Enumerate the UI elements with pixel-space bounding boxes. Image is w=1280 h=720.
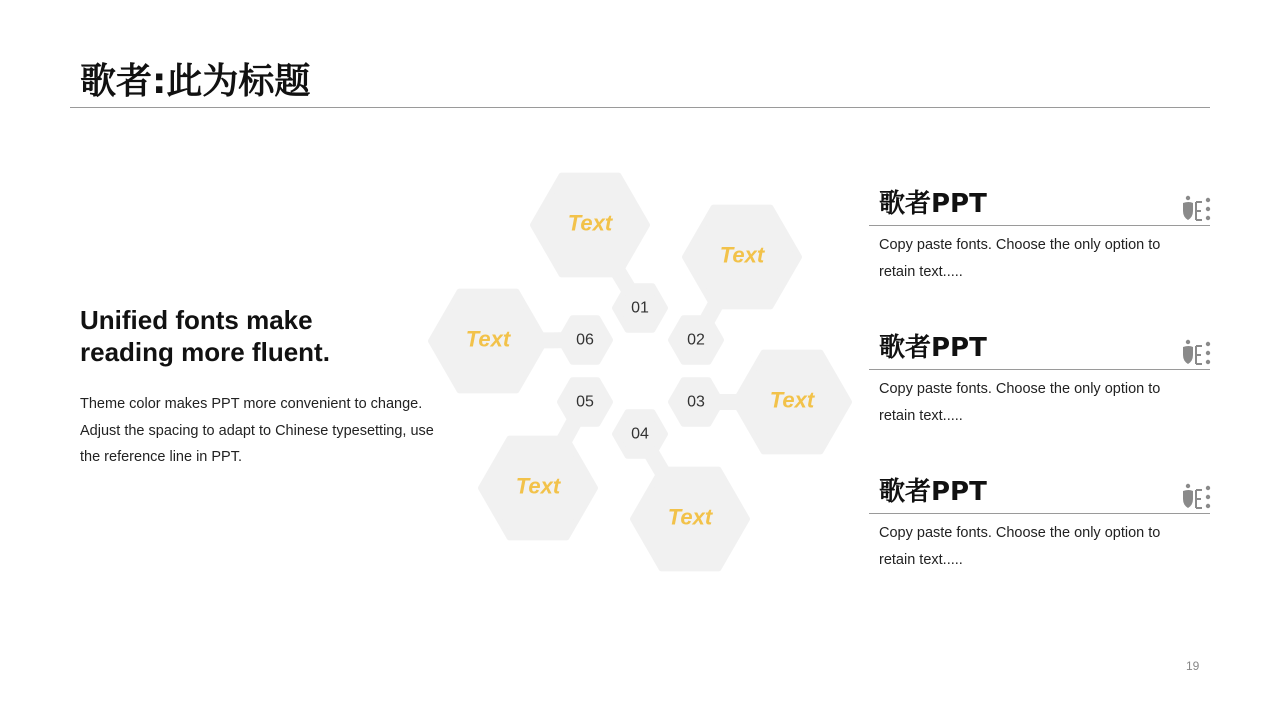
hex-number-06: 06 xyxy=(576,331,594,349)
hex-number-04: 04 xyxy=(631,425,649,443)
hex-shapes xyxy=(431,176,849,569)
card-body: Copy paste fonts. Choose the only option to retain text..... xyxy=(879,237,1161,280)
card-title: 歌者PPT xyxy=(879,189,987,219)
card-divider xyxy=(869,225,1210,226)
card-title: 歌者PPT xyxy=(879,333,987,363)
hex-label-06: Text xyxy=(465,326,511,352)
card-body: Copy paste fonts. Choose the only option to retain text..... xyxy=(879,381,1161,424)
hex-label-01: Text xyxy=(567,210,613,236)
left-heading: Unified fonts make reading more fluent. xyxy=(80,305,330,367)
card-divider xyxy=(869,513,1210,514)
card-title: 歌者PPT xyxy=(879,477,987,507)
hex-number-03: 03 xyxy=(687,393,705,411)
hex-number-02: 02 xyxy=(687,331,705,349)
card-divider xyxy=(869,369,1210,370)
shield-list-icon xyxy=(1177,338,1211,366)
shield-list-icon xyxy=(1177,194,1211,222)
card-body: Copy paste fonts. Choose the only option to retain text..... xyxy=(879,525,1161,568)
hex-label-03: Text xyxy=(769,387,815,413)
hex-label-04: Text xyxy=(667,504,713,530)
hex-label-05: Text xyxy=(515,473,561,499)
shield-list-icon xyxy=(1177,482,1211,510)
hex-label-02: Text xyxy=(719,242,765,268)
page-number: 19 xyxy=(1186,659,1200,673)
hex-number-05: 05 xyxy=(576,393,594,411)
left-body-text: Theme color makes PPT more convenient to change. Adjust the spacing to adapt to Chinese typesetting, use the reference line in PPT. xyxy=(80,396,434,465)
slide-title: 歌者:此为标题 xyxy=(80,61,311,102)
hex-number-01: 01 xyxy=(631,299,649,317)
